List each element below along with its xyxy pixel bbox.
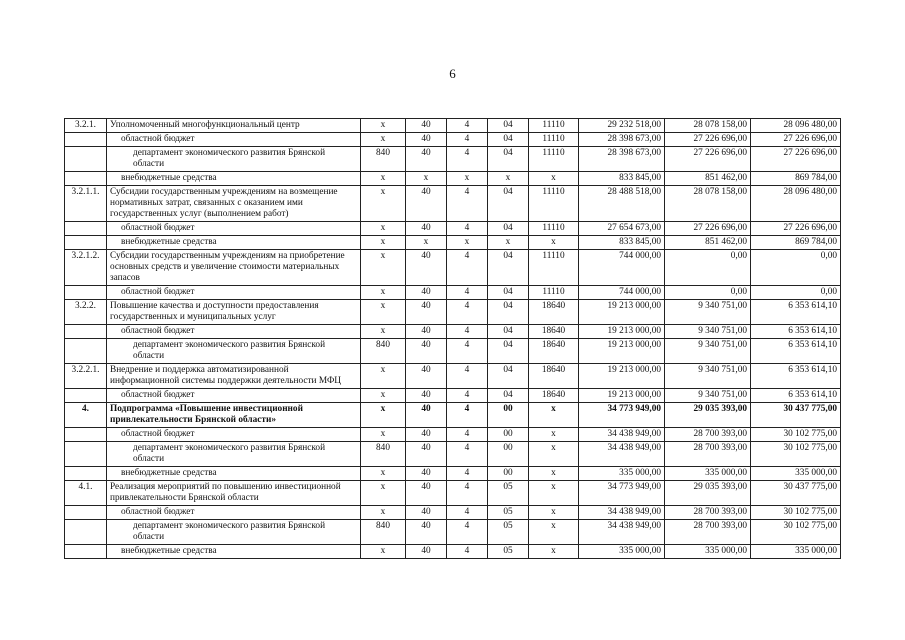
table-row <box>65 389 841 403</box>
row-sum-3: 6 353 614,10 <box>751 364 841 389</box>
row-name: Уполномоченный многофункциональный центр <box>107 119 361 133</box>
row-col-pp: 4 <box>447 481 488 506</box>
table-row <box>65 339 841 364</box>
row-col-zp: 40 <box>406 442 447 467</box>
row-sum-3: 6 353 614,10 <box>751 339 841 364</box>
row-sum-3: 0,00 <box>751 250 841 286</box>
row-code <box>65 286 107 300</box>
row-col-nr: 18640 <box>529 389 579 403</box>
row-sum-3: 869 784,00 <box>751 172 841 186</box>
row-sum-3: 6 353 614,10 <box>751 325 841 339</box>
row-col-gr: х <box>361 222 406 236</box>
row-col-pp: 4 <box>447 389 488 403</box>
row-sum-1: 34 438 949,00 <box>579 428 665 442</box>
row-sum-1: 744 000,00 <box>579 250 665 286</box>
row-col-osm: 04 <box>488 133 529 147</box>
row-col-osm: 05 <box>488 481 529 506</box>
row-col-nr: х <box>529 403 579 428</box>
row-sum-2: 9 340 751,00 <box>665 300 751 325</box>
row-col-gr: х <box>361 172 406 186</box>
row-col-pp: 4 <box>447 147 488 172</box>
row-col-pp: 4 <box>447 545 488 559</box>
row-sum-3: 6 353 614,10 <box>751 389 841 403</box>
row-col-osm: 00 <box>488 442 529 467</box>
row-sum-1: 335 000,00 <box>579 467 665 481</box>
row-col-osm: 04 <box>488 186 529 222</box>
row-col-zp: 40 <box>406 133 447 147</box>
row-sum-1: 34 438 949,00 <box>579 506 665 520</box>
row-name: внебюджетные средства <box>107 467 361 481</box>
row-code <box>65 428 107 442</box>
row-sum-1: 744 000,00 <box>579 286 665 300</box>
row-col-gr: х <box>361 250 406 286</box>
table-row <box>65 119 841 133</box>
row-sum-2: 29 035 393,00 <box>665 481 751 506</box>
row-name: Повышение качества и доступности предоставления государственных и муниципальных услуг <box>107 300 361 325</box>
row-col-nr: х <box>529 467 579 481</box>
row-sum-2: 9 340 751,00 <box>665 364 751 389</box>
row-col-pp: х <box>447 236 488 250</box>
budget-table <box>64 118 841 559</box>
row-name: департамент экономического развития Брянской области <box>107 147 361 172</box>
row-sum-3: 27 226 696,00 <box>751 133 841 147</box>
row-code <box>65 236 107 250</box>
row-sum-2: 27 226 696,00 <box>665 147 751 172</box>
row-col-osm: 04 <box>488 147 529 172</box>
row-sum-1: 833 845,00 <box>579 236 665 250</box>
table-row <box>65 186 841 222</box>
row-sum-3: 27 226 696,00 <box>751 222 841 236</box>
row-col-pp: 4 <box>447 119 488 133</box>
row-col-nr: 18640 <box>529 364 579 389</box>
page-number: 6 <box>449 66 456 81</box>
row-col-nr: 11110 <box>529 222 579 236</box>
table-row <box>65 172 841 186</box>
row-name: департамент экономического развития Брянской области <box>107 339 361 364</box>
row-col-gr: х <box>361 545 406 559</box>
row-col-pp: 4 <box>447 428 488 442</box>
row-sum-1: 29 232 518,00 <box>579 119 665 133</box>
row-col-zp: 40 <box>406 222 447 236</box>
row-name: областной бюджет <box>107 325 361 339</box>
row-name: областной бюджет <box>107 133 361 147</box>
row-col-gr: 840 <box>361 442 406 467</box>
row-col-gr: х <box>361 389 406 403</box>
row-col-pp: 4 <box>447 442 488 467</box>
row-name: Субсидии государственным учреждениям на приобретение основных средств и увеличение стоимости материальных запасов <box>107 250 361 286</box>
row-code: 3.2.2.1. <box>65 364 107 389</box>
row-code: 3.2.1. <box>65 119 107 133</box>
row-col-nr: 11110 <box>529 147 579 172</box>
row-col-osm: х <box>488 172 529 186</box>
row-sum-3: 6 353 614,10 <box>751 300 841 325</box>
row-code: 4.1. <box>65 481 107 506</box>
row-col-gr: х <box>361 428 406 442</box>
row-col-pp: 4 <box>447 300 488 325</box>
row-col-zp: 40 <box>406 325 447 339</box>
row-col-pp: 4 <box>447 506 488 520</box>
table-row <box>65 428 841 442</box>
row-sum-1: 28 398 673,00 <box>579 133 665 147</box>
row-col-zp: 40 <box>406 186 447 222</box>
row-code <box>65 339 107 364</box>
row-col-zp: 40 <box>406 545 447 559</box>
table-row <box>65 442 841 467</box>
row-col-zp: 40 <box>406 506 447 520</box>
row-sum-2: 335 000,00 <box>665 467 751 481</box>
row-col-gr: х <box>361 286 406 300</box>
row-sum-1: 34 438 949,00 <box>579 442 665 467</box>
row-col-gr: х <box>361 186 406 222</box>
row-code <box>65 222 107 236</box>
table-row <box>65 364 841 389</box>
row-sum-1: 19 213 000,00 <box>579 339 665 364</box>
row-col-osm: 00 <box>488 467 529 481</box>
row-col-gr: х <box>361 300 406 325</box>
row-code: 3.2.1.1. <box>65 186 107 222</box>
row-sum-1: 28 398 673,00 <box>579 147 665 172</box>
row-col-zp: 40 <box>406 250 447 286</box>
row-col-zp: 40 <box>406 428 447 442</box>
row-col-nr: 18640 <box>529 325 579 339</box>
row-code <box>65 520 107 545</box>
row-code <box>65 467 107 481</box>
row-sum-2: 9 340 751,00 <box>665 389 751 403</box>
row-col-nr: 11110 <box>529 186 579 222</box>
row-col-gr: х <box>361 481 406 506</box>
row-sum-2: 28 700 393,00 <box>665 442 751 467</box>
row-col-osm: 00 <box>488 428 529 442</box>
row-code <box>65 133 107 147</box>
row-sum-2: 851 462,00 <box>665 172 751 186</box>
row-col-zp: 40 <box>406 403 447 428</box>
row-name: областной бюджет <box>107 428 361 442</box>
table-row <box>65 325 841 339</box>
table-row <box>65 250 841 286</box>
row-sum-3: 27 226 696,00 <box>751 147 841 172</box>
row-sum-2: 851 462,00 <box>665 236 751 250</box>
table-row <box>65 467 841 481</box>
row-sum-2: 28 078 158,00 <box>665 186 751 222</box>
row-sum-1: 335 000,00 <box>579 545 665 559</box>
row-sum-3: 869 784,00 <box>751 236 841 250</box>
row-sum-2: 0,00 <box>665 286 751 300</box>
table-row <box>65 403 841 428</box>
row-name: Внедрение и поддержка автоматизированной информационной системы поддержки деятельности МФЦ <box>107 364 361 389</box>
row-code <box>65 172 107 186</box>
row-sum-3: 0,00 <box>751 286 841 300</box>
row-col-osm: 04 <box>488 325 529 339</box>
row-col-nr: 18640 <box>529 300 579 325</box>
row-col-osm: 04 <box>488 364 529 389</box>
row-sum-1: 19 213 000,00 <box>579 364 665 389</box>
row-code <box>65 147 107 172</box>
row-col-osm: 00 <box>488 403 529 428</box>
row-code: 4. <box>65 403 107 428</box>
row-sum-1: 27 654 673,00 <box>579 222 665 236</box>
table-row <box>65 236 841 250</box>
row-sum-1: 19 213 000,00 <box>579 389 665 403</box>
row-name: Реализация мероприятий по повышению инвестиционной привлекательности Брянской области <box>107 481 361 506</box>
row-sum-2: 28 700 393,00 <box>665 428 751 442</box>
row-col-pp: 4 <box>447 325 488 339</box>
table-row <box>65 545 841 559</box>
row-col-nr: х <box>529 428 579 442</box>
row-col-pp: 4 <box>447 186 488 222</box>
row-col-zp: 40 <box>406 339 447 364</box>
row-col-osm: 04 <box>488 119 529 133</box>
row-sum-3: 30 102 775,00 <box>751 428 841 442</box>
row-col-gr: х <box>361 506 406 520</box>
row-col-gr: 840 <box>361 520 406 545</box>
row-name: внебюджетные средства <box>107 236 361 250</box>
row-col-nr: х <box>529 236 579 250</box>
row-col-gr: 840 <box>361 147 406 172</box>
row-sum-1: 833 845,00 <box>579 172 665 186</box>
row-col-pp: 4 <box>447 339 488 364</box>
row-col-gr: х <box>361 364 406 389</box>
row-col-osm: 05 <box>488 545 529 559</box>
row-name: департамент экономического развития Брянской области <box>107 442 361 467</box>
row-col-nr: х <box>529 481 579 506</box>
row-name: Подпрограмма «Повышение инвестиционной привлекательности Брянской области» <box>107 403 361 428</box>
row-col-pp: 4 <box>447 222 488 236</box>
row-col-pp: 4 <box>447 250 488 286</box>
row-col-osm: 05 <box>488 520 529 545</box>
row-sum-3: 30 102 775,00 <box>751 442 841 467</box>
table-row <box>65 300 841 325</box>
row-col-zp: 40 <box>406 147 447 172</box>
row-sum-3: 335 000,00 <box>751 545 841 559</box>
row-col-gr: х <box>361 467 406 481</box>
row-sum-2: 0,00 <box>665 250 751 286</box>
row-col-zp: х <box>406 172 447 186</box>
row-col-nr: 11110 <box>529 133 579 147</box>
row-sum-3: 30 102 775,00 <box>751 520 841 545</box>
table-row <box>65 147 841 172</box>
row-col-zp: х <box>406 236 447 250</box>
row-col-nr: х <box>529 172 579 186</box>
row-col-nr: 18640 <box>529 339 579 364</box>
row-code <box>65 389 107 403</box>
row-col-osm: 04 <box>488 339 529 364</box>
row-sum-2: 27 226 696,00 <box>665 222 751 236</box>
row-sum-3: 335 000,00 <box>751 467 841 481</box>
row-col-pp: 4 <box>447 364 488 389</box>
row-col-zp: 40 <box>406 520 447 545</box>
row-col-pp: 4 <box>447 403 488 428</box>
row-col-gr: х <box>361 325 406 339</box>
row-col-nr: х <box>529 520 579 545</box>
row-col-nr: х <box>529 442 579 467</box>
row-sum-1: 19 213 000,00 <box>579 300 665 325</box>
row-sum-2: 27 226 696,00 <box>665 133 751 147</box>
table-row <box>65 133 841 147</box>
row-sum-2: 29 035 393,00 <box>665 403 751 428</box>
row-col-nr: х <box>529 545 579 559</box>
row-sum-2: 335 000,00 <box>665 545 751 559</box>
row-name: внебюджетные средства <box>107 545 361 559</box>
row-col-nr: х <box>529 506 579 520</box>
row-col-nr: 11110 <box>529 119 579 133</box>
row-col-pp: 4 <box>447 133 488 147</box>
row-col-osm: 04 <box>488 286 529 300</box>
row-col-pp: 4 <box>447 467 488 481</box>
row-sum-2: 9 340 751,00 <box>665 339 751 364</box>
row-col-pp: х <box>447 172 488 186</box>
row-col-gr: х <box>361 119 406 133</box>
row-sum-3: 30 437 775,00 <box>751 403 841 428</box>
row-sum-1: 28 488 518,00 <box>579 186 665 222</box>
row-name: областной бюджет <box>107 506 361 520</box>
table-row <box>65 222 841 236</box>
table-row <box>65 481 841 506</box>
row-col-zp: 40 <box>406 467 447 481</box>
row-col-nr: 11110 <box>529 286 579 300</box>
row-sum-3: 30 102 775,00 <box>751 506 841 520</box>
row-col-osm: х <box>488 236 529 250</box>
row-name: областной бюджет <box>107 222 361 236</box>
row-code: 3.2.2. <box>65 300 107 325</box>
row-sum-1: 34 773 949,00 <box>579 403 665 428</box>
row-code <box>65 325 107 339</box>
row-col-gr: х <box>361 403 406 428</box>
table-row <box>65 286 841 300</box>
row-code <box>65 506 107 520</box>
row-sum-1: 19 213 000,00 <box>579 325 665 339</box>
row-col-nr: 11110 <box>529 250 579 286</box>
row-name: внебюджетные средства <box>107 172 361 186</box>
table-row <box>65 520 841 545</box>
row-sum-2: 9 340 751,00 <box>665 325 751 339</box>
row-col-osm: 04 <box>488 389 529 403</box>
row-name: областной бюджет <box>107 389 361 403</box>
row-col-osm: 05 <box>488 506 529 520</box>
row-col-pp: 4 <box>447 520 488 545</box>
row-sum-2: 28 700 393,00 <box>665 506 751 520</box>
row-col-zp: 40 <box>406 481 447 506</box>
row-name: Субсидии государственным учреждениям на возмещение нормативных затрат, связанных с оказанием ими государственных услуг (выполнением работ) <box>107 186 361 222</box>
row-col-gr: 840 <box>361 339 406 364</box>
row-col-zp: 40 <box>406 364 447 389</box>
row-col-osm: 04 <box>488 250 529 286</box>
row-col-gr: х <box>361 133 406 147</box>
row-sum-2: 28 700 393,00 <box>665 520 751 545</box>
row-code: 3.2.1.2. <box>65 250 107 286</box>
row-col-zp: 40 <box>406 286 447 300</box>
row-name: департамент экономического развития Брянской области <box>107 520 361 545</box>
row-col-pp: 4 <box>447 286 488 300</box>
row-col-osm: 04 <box>488 300 529 325</box>
row-col-zp: 40 <box>406 119 447 133</box>
row-code <box>65 545 107 559</box>
row-sum-3: 28 096 480,00 <box>751 186 841 222</box>
row-sum-1: 34 773 949,00 <box>579 481 665 506</box>
row-code <box>65 442 107 467</box>
row-sum-3: 30 437 775,00 <box>751 481 841 506</box>
row-col-zp: 40 <box>406 300 447 325</box>
row-sum-3: 28 096 480,00 <box>751 119 841 133</box>
row-sum-1: 34 438 949,00 <box>579 520 665 545</box>
row-name: областной бюджет <box>107 286 361 300</box>
table-row <box>65 506 841 520</box>
row-sum-2: 28 078 158,00 <box>665 119 751 133</box>
row-col-osm: 04 <box>488 222 529 236</box>
row-col-zp: 40 <box>406 389 447 403</box>
row-col-gr: х <box>361 236 406 250</box>
